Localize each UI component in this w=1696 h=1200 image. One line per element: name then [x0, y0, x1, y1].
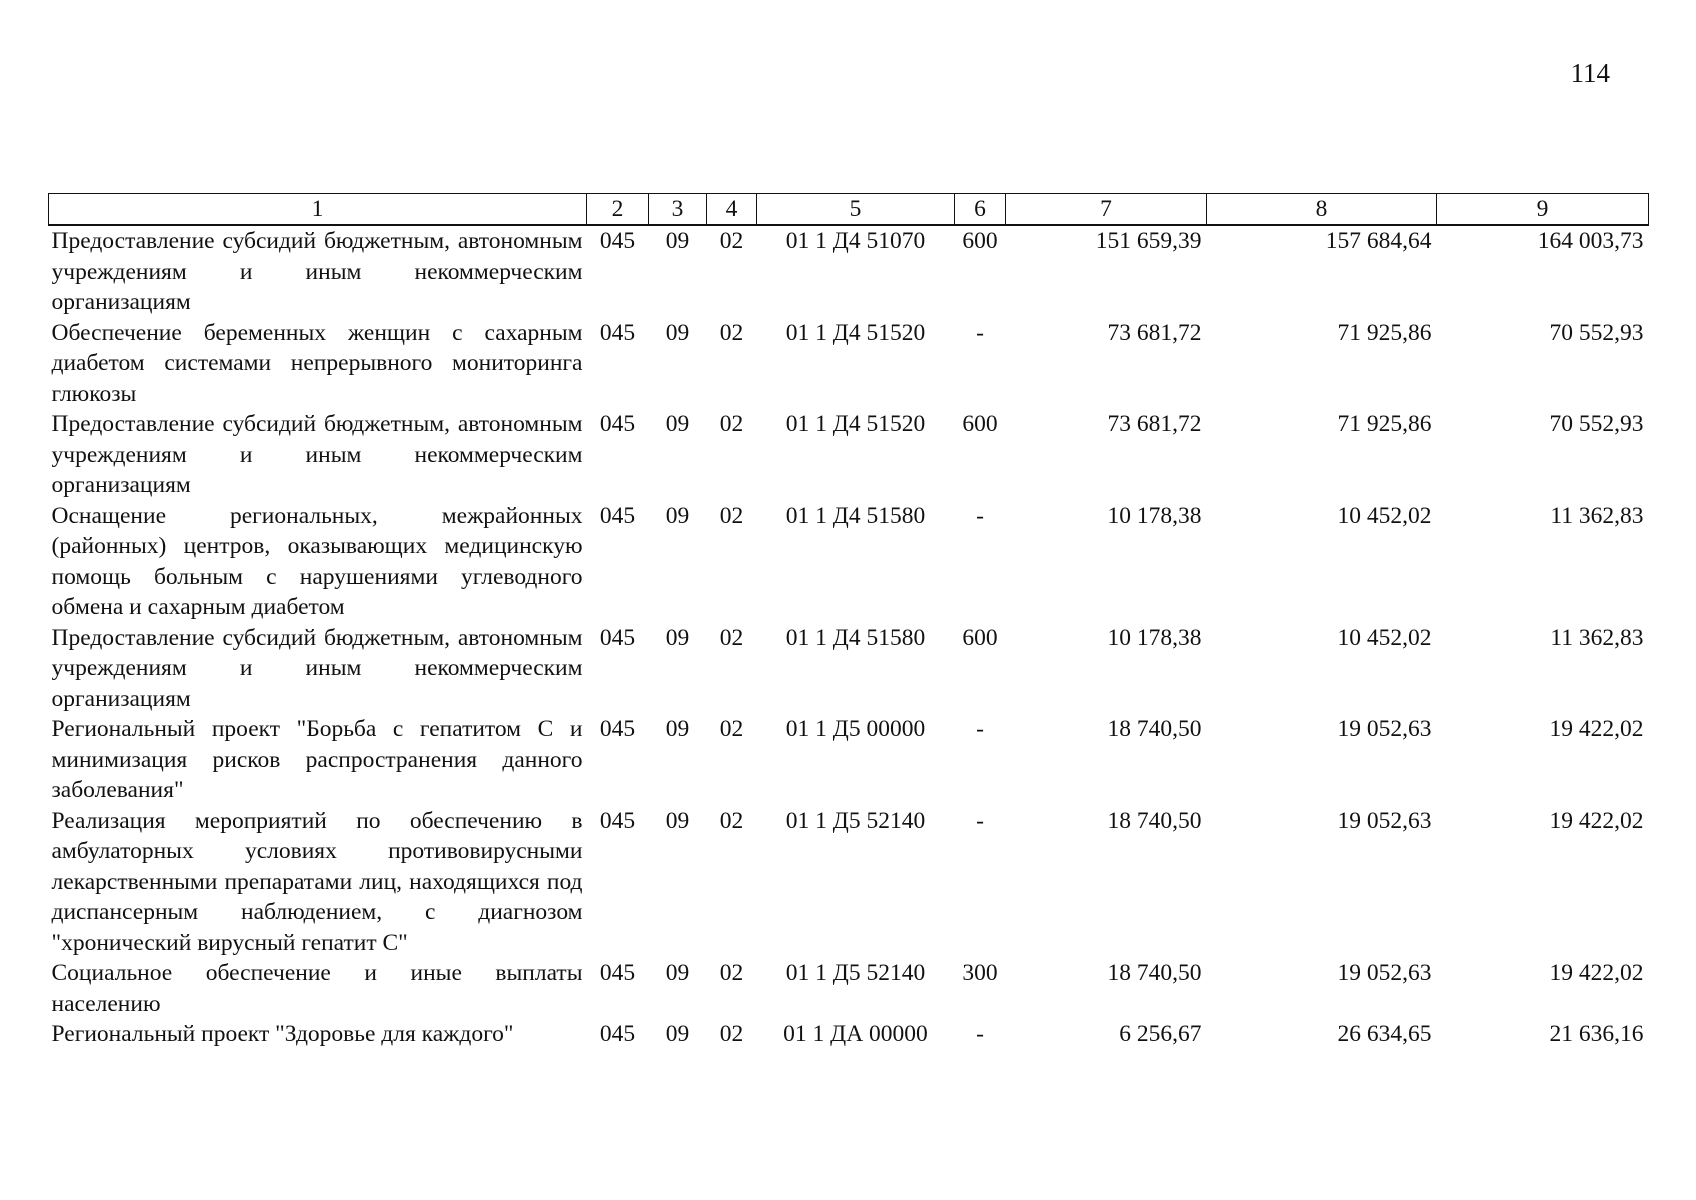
ministry-code: 045: [599, 502, 636, 529]
amount-col8: 19 052,63: [1337, 807, 1432, 834]
subsection-code: 02: [719, 960, 744, 986]
target-article-code: 01 1 Д4 51070: [785, 228, 926, 254]
target-article-code: 01 1 ДА 00000: [783, 1021, 928, 1047]
subsection-code: 02: [719, 228, 744, 254]
expense-type-code: -: [976, 716, 984, 742]
ministry-code: 045: [599, 960, 636, 986]
section-code: 09: [665, 807, 690, 834]
subsection-code: 02: [719, 411, 744, 437]
amount-col9: 11 362,83: [1550, 502, 1644, 529]
subsection-code: 02: [719, 502, 744, 529]
table-row: [49, 958, 1649, 1019]
ministry-code: 045: [599, 228, 636, 254]
row-description: Реализация мероприятий по обеспечению в амбулаторных условиях противовирусными лекарственными препаратами лиц, находящихся под диспансерным наблюдением, с диагнозом "хронический вирусный гепатит С": [51, 807, 583, 956]
section-code: 09: [665, 960, 690, 986]
amount-col9: 164 003,73: [1537, 228, 1644, 254]
column-header: 6: [955, 194, 1006, 226]
target-article-code: 01 1 Д5 52140: [785, 960, 926, 986]
table-row: [49, 714, 1649, 806]
amount-col9: 70 552,93: [1549, 319, 1644, 346]
amount-col8: 10 452,02: [1337, 502, 1432, 529]
section-code: 09: [665, 319, 690, 346]
column-header: 5: [757, 194, 955, 226]
section-code: 09: [665, 411, 690, 437]
ministry-code: 045: [599, 624, 636, 651]
table-row: [49, 806, 1649, 959]
amount-col7: 10 178,38: [1107, 502, 1202, 529]
row-description: Региональный проект "Борьба с гепатитом С и минимизация рисков распространения данного заболевания": [51, 716, 583, 803]
amount-col9: 21 636,16: [1549, 1021, 1644, 1047]
page-number: 114: [1570, 58, 1610, 88]
target-article-code: 01 1 Д4 51520: [785, 319, 926, 346]
amount-col8: 157 684,64: [1325, 228, 1432, 254]
table-row: [49, 501, 1649, 623]
amount-col7: 73 681,72: [1107, 319, 1202, 346]
expense-type-code: 300: [962, 960, 998, 986]
amount-col7: 6 256,67: [1119, 1021, 1202, 1047]
row-description: Обеспечение беременных женщин с сахарным диабетом системами непрерывного мониторинга глюкозы: [51, 319, 583, 407]
section-code: 09: [665, 228, 690, 254]
row-description: Региональный проект "Здоровье для каждого": [51, 1021, 514, 1047]
amount-col7: 10 178,38: [1107, 624, 1202, 651]
column-header: 7: [1006, 194, 1207, 226]
section-code: 09: [665, 624, 690, 651]
column-header: 1: [49, 194, 587, 226]
target-article-code: 01 1 Д5 52140: [785, 807, 926, 834]
row-description: Оснащение региональных, межрайонных (районных) центров, оказывающих медицинскую помощь больным с нарушениями углеводного обмена и сахарным диабетом: [51, 502, 583, 620]
target-article-code: 01 1 Д4 51580: [785, 624, 926, 651]
amount-col9: 70 552,93: [1549, 411, 1644, 437]
amount-col8: 19 052,63: [1337, 960, 1432, 986]
section-code: 09: [665, 716, 690, 742]
amount-col9: 11 362,83: [1550, 624, 1644, 651]
amount-col7: 18 740,50: [1107, 716, 1202, 742]
target-article-code: 01 1 Д5 00000: [785, 716, 926, 742]
budget-table: [48, 193, 1649, 1050]
expense-type-code: 600: [962, 228, 998, 254]
row-description: Социальное обеспечение и иные выплаты населению: [51, 960, 583, 1017]
row-description: Предоставление субсидий бюджетным, автономным учреждениям и иным некоммерческим организациям: [51, 624, 583, 712]
expense-type-code: 600: [962, 411, 998, 437]
section-code: 09: [665, 1021, 690, 1047]
expense-type-code: -: [976, 1021, 984, 1047]
target-article-code: 01 1 Д4 51580: [785, 502, 926, 529]
header-row: [49, 194, 1649, 226]
amount-col8: 26 634,65: [1337, 1021, 1432, 1047]
expense-type-code: 600: [962, 624, 998, 651]
subsection-code: 02: [719, 624, 744, 651]
amount-col9: 19 422,02: [1549, 807, 1644, 834]
row-description: Предоставление субсидий бюджетным, автономным учреждениям и иным некоммерческим организациям: [51, 228, 583, 315]
expense-type-code: -: [976, 319, 984, 346]
column-header: 8: [1207, 194, 1437, 226]
amount-col7: 73 681,72: [1107, 411, 1202, 437]
amount-col7: 151 659,39: [1095, 228, 1202, 254]
table-row: [49, 318, 1649, 410]
column-header: 9: [1437, 194, 1649, 226]
subsection-code: 02: [719, 1021, 744, 1047]
ministry-code: 045: [599, 319, 636, 346]
section-code: 09: [665, 502, 690, 529]
ministry-code: 045: [599, 1021, 636, 1047]
amount-col8: 19 052,63: [1337, 716, 1432, 742]
table-row: [49, 225, 1649, 318]
column-header: 2: [587, 194, 649, 226]
expense-type-code: -: [976, 502, 984, 529]
row-description: Предоставление субсидий бюджетным, автономным учреждениям и иным некоммерческим организациям: [51, 411, 583, 498]
subsection-code: 02: [719, 319, 744, 346]
target-article-code: 01 1 Д4 51520: [785, 411, 926, 437]
column-header: 3: [649, 194, 707, 226]
amount-col9: 19 422,02: [1549, 716, 1644, 742]
column-header: 4: [707, 194, 757, 226]
table-row: [49, 623, 1649, 715]
ministry-code: 045: [599, 716, 636, 742]
expense-type-code: -: [976, 807, 984, 834]
amount-col7: 18 740,50: [1107, 807, 1202, 834]
amount-col8: 71 925,86: [1337, 411, 1432, 437]
amount-col8: 10 452,02: [1337, 624, 1432, 651]
table-row: [49, 1019, 1649, 1050]
subsection-code: 02: [719, 807, 744, 834]
amount-col8: 71 925,86: [1337, 319, 1432, 346]
amount-col9: 19 422,02: [1549, 960, 1644, 986]
subsection-code: 02: [719, 716, 744, 742]
amount-col7: 18 740,50: [1107, 960, 1202, 986]
table-row: [49, 409, 1649, 501]
ministry-code: 045: [599, 411, 636, 437]
ministry-code: 045: [599, 807, 636, 834]
